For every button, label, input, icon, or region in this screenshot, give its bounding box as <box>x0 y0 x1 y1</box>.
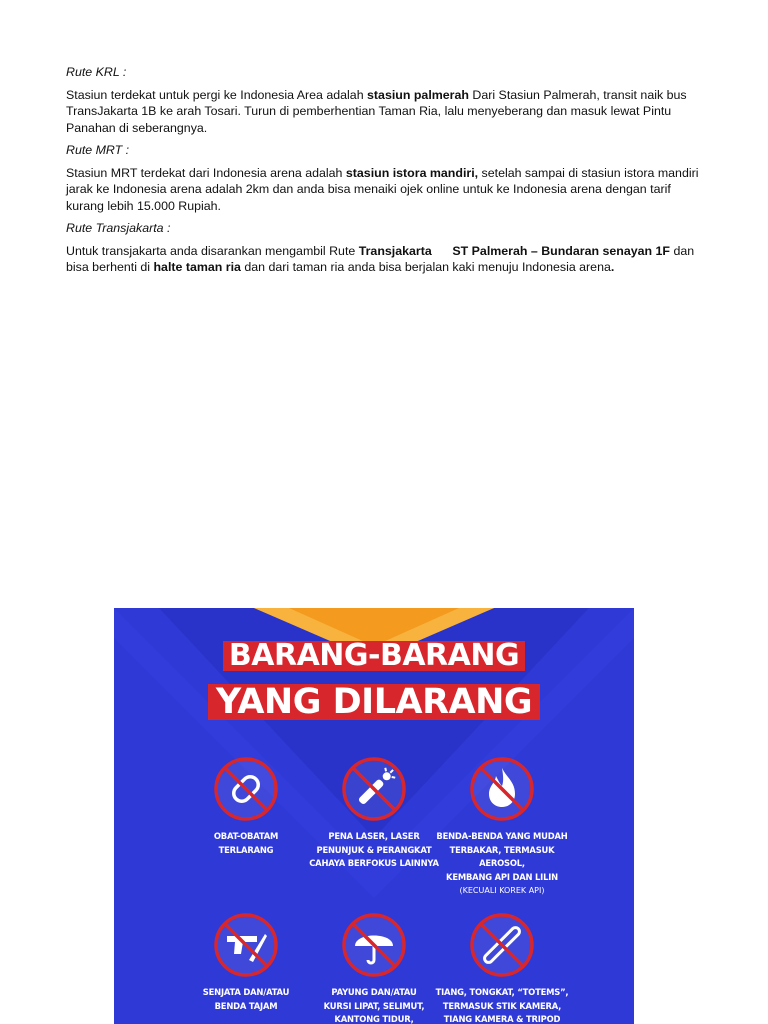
krl-heading: Rute KRL : <box>66 65 127 79</box>
laser-pointer-icon <box>341 756 407 822</box>
poster-title-line1 <box>114 638 634 673</box>
tj-text-2: dan bisa berhenti di <box>66 243 695 274</box>
krl-bold-station: stasiun palmerah <box>367 87 469 102</box>
caption-text: TIANG, TONGKAT, “TOTEMS”, TERMASUK STIK KAMERA, TIANG KAMERA & TRIPOD <box>435 987 569 1024</box>
mrt-paragraph <box>66 165 706 215</box>
prohibited-item-flammable <box>427 756 577 897</box>
mrt-heading: Rute MRT : <box>66 143 130 157</box>
umbrella-icon <box>341 912 407 978</box>
krl-paragraph <box>66 87 706 137</box>
caption-text: PENA LASER, LASER PENUNJUK & PERANGKAT CAHAYA BERFOKUS LAINNYA <box>309 831 439 868</box>
krl-text: Stasiun terdekat untuk pergi ke Indonesia Area adalah <box>66 87 368 102</box>
mrt-text-2: setelah sampai di stasiun istora mandiri jarak ke Indonesia arena adalah 2km dan anda bisa menaiki ojek online untuk ke Indonesia arena dengan tarif kurang lebih 15.000 Rupiah. <box>66 165 699 213</box>
item-note-flammable: (KECUALI KOREK API) <box>459 886 545 895</box>
caption-text: BENDA-BENDA YANG MUDAH TERBAKAR, TERMASUK AEROSOL, KEMBANG API DAN LILIN <box>436 831 568 882</box>
tj-bold-route: Transjakarta ST Palmerah – Bundaran senayan 1F <box>358 243 670 258</box>
tj-bold-halte: halte taman ria <box>153 260 241 274</box>
stick-icon <box>469 912 535 978</box>
item-caption-sticks <box>427 986 577 1024</box>
prohibited-item-sticks <box>427 912 577 1024</box>
poster-title-line2 <box>114 682 634 722</box>
mrt-bold-station: stasiun istora mandiri, <box>345 165 479 180</box>
title-line2-text: YANG DILARANG <box>208 684 540 720</box>
transjakarta-heading: Rute Transjakarta : <box>66 221 171 235</box>
document-body <box>66 64 706 282</box>
item-caption-flammable <box>427 830 577 884</box>
caption-text: SENJATA DAN/ATAU BENDA TAJAM <box>202 987 290 1011</box>
title-line1-text: BARANG-BARANG <box>223 641 525 671</box>
gun-knife-icon <box>213 912 279 978</box>
tj-text: Untuk transjakarta anda disarankan mengambil Rute <box>66 243 359 258</box>
prohibited-items-poster <box>114 608 634 1024</box>
fire-icon <box>469 756 535 822</box>
transjakarta-paragraph <box>66 243 706 276</box>
krl-text-2: Dari Stasiun Palmerah, transit naik bus TransJakarta 1B ke arah Tosari. Turun di pemberhentian Taman Ria, lalu menyeberang dan masuk lewat Pintu Panahan di seberangnya. <box>66 87 687 135</box>
caption-text: OBAT-OBATAM TERLARANG <box>213 831 279 855</box>
tj-text-3: dan dari taman ria anda bisa berjalan kaki menuju Indonesia arena <box>240 260 611 274</box>
mrt-text: Stasiun MRT terdekat dari Indonesia arena adalah <box>66 165 346 180</box>
tj-bold-period: . <box>610 260 615 274</box>
pill-icon <box>213 756 279 822</box>
caption-text: PAYUNG DAN/ATAU KURSI LIPAT, SELIMUT, KANTONG TIDUR, <box>323 987 425 1024</box>
